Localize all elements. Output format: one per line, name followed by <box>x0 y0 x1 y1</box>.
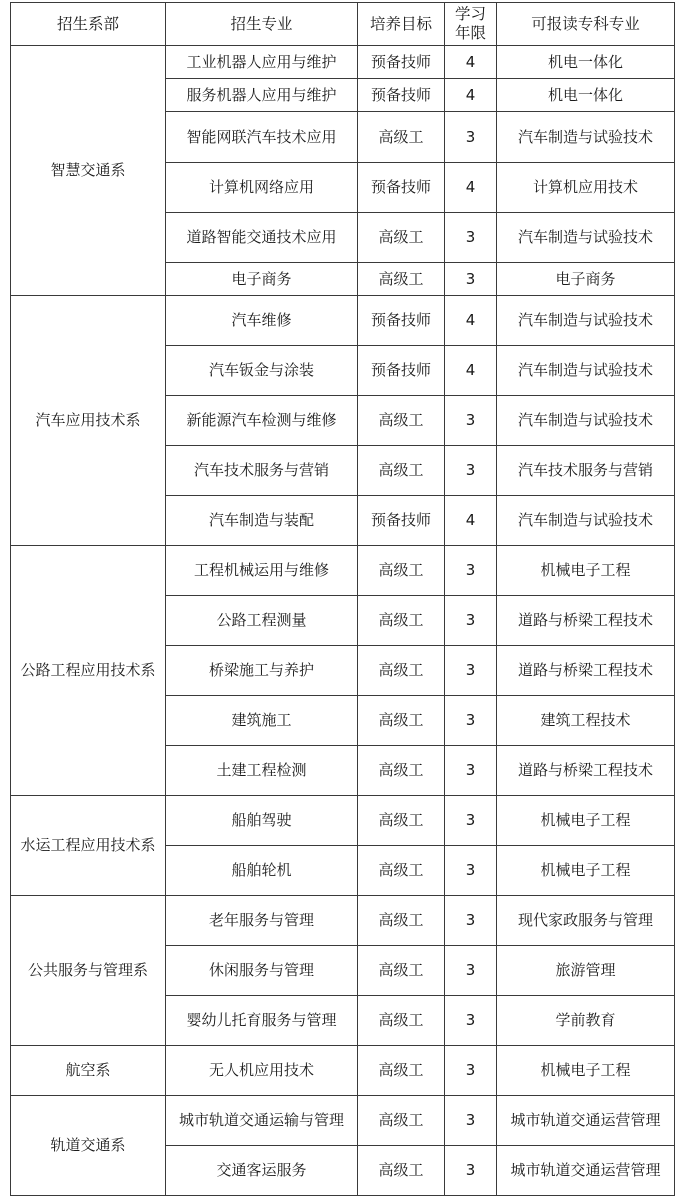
major-cell: 城市轨道交通运输与管理 <box>166 1096 358 1146</box>
college-major-cell: 现代家政服务与管理 <box>497 896 675 946</box>
years-cell: 3 <box>445 1096 497 1146</box>
years-cell: 3 <box>445 696 497 746</box>
years-cell: 4 <box>445 346 497 396</box>
header-college: 可报读专科专业 <box>497 3 675 46</box>
goal-cell: 高级工 <box>358 996 445 1046</box>
major-cell: 桥梁施工与养护 <box>166 646 358 696</box>
goal-cell: 预备技师 <box>358 296 445 346</box>
major-cell: 汽车制造与装配 <box>166 496 358 546</box>
college-major-cell: 道路与桥梁工程技术 <box>497 646 675 696</box>
college-major-cell: 机电一体化 <box>497 79 675 112</box>
goal-cell: 预备技师 <box>358 46 445 79</box>
department-cell: 水运工程应用技术系 <box>11 796 166 896</box>
college-major-cell: 汽车制造与试验技术 <box>497 346 675 396</box>
goal-cell: 高级工 <box>358 1146 445 1196</box>
college-major-cell: 电子商务 <box>497 263 675 296</box>
header-years-line1: 学习 <box>454 5 486 23</box>
years-cell: 3 <box>445 396 497 446</box>
table-row <box>11 546 675 596</box>
major-cell: 船舶驾驶 <box>166 796 358 846</box>
goal-cell: 高级工 <box>358 1046 445 1096</box>
years-cell: 3 <box>445 596 497 646</box>
college-major-cell: 机械电子工程 <box>497 546 675 596</box>
years-cell: 3 <box>445 263 497 296</box>
goal-cell: 高级工 <box>358 396 445 446</box>
header-department: 招生系部 <box>11 3 166 46</box>
goal-cell: 高级工 <box>358 1096 445 1146</box>
goal-cell: 高级工 <box>358 846 445 896</box>
major-cell: 新能源汽车检测与维修 <box>166 396 358 446</box>
college-major-cell: 道路与桥梁工程技术 <box>497 746 675 796</box>
college-major-cell: 汽车制造与试验技术 <box>497 112 675 163</box>
major-cell: 服务机器人应用与维护 <box>166 79 358 112</box>
major-cell: 道路智能交通技术应用 <box>166 213 358 263</box>
major-cell: 汽车钣金与涂装 <box>166 346 358 396</box>
college-major-cell: 汽车制造与试验技术 <box>497 213 675 263</box>
enrollment-table <box>10 2 675 1196</box>
goal-cell: 高级工 <box>358 646 445 696</box>
goal-cell: 预备技师 <box>358 346 445 396</box>
college-major-cell: 汽车制造与试验技术 <box>497 296 675 346</box>
college-major-cell: 计算机应用技术 <box>497 163 675 213</box>
years-cell: 4 <box>445 46 497 79</box>
college-major-cell: 城市轨道交通运营管理 <box>497 1096 675 1146</box>
header-major: 招生专业 <box>166 3 358 46</box>
college-major-cell: 机械电子工程 <box>497 846 675 896</box>
college-major-cell: 城市轨道交通运营管理 <box>497 1146 675 1196</box>
department-cell: 智慧交通系 <box>11 46 166 296</box>
goal-cell: 高级工 <box>358 546 445 596</box>
department-cell: 公路工程应用技术系 <box>11 546 166 796</box>
department-cell: 航空系 <box>11 1046 166 1096</box>
goal-cell: 高级工 <box>358 796 445 846</box>
years-cell: 3 <box>445 446 497 496</box>
years-cell: 3 <box>445 1046 497 1096</box>
major-cell: 婴幼儿托育服务与管理 <box>166 996 358 1046</box>
years-cell: 3 <box>445 896 497 946</box>
years-cell: 4 <box>445 296 497 346</box>
major-cell: 休闲服务与管理 <box>166 946 358 996</box>
table-row <box>11 46 675 79</box>
major-cell: 汽车维修 <box>166 296 358 346</box>
goal-cell: 高级工 <box>358 263 445 296</box>
goal-cell: 预备技师 <box>358 163 445 213</box>
college-major-cell: 机械电子工程 <box>497 1046 675 1096</box>
years-cell: 3 <box>445 746 497 796</box>
header-years-line2: 年限 <box>454 24 486 42</box>
goal-cell: 预备技师 <box>358 79 445 112</box>
table-row <box>11 896 675 946</box>
years-cell: 3 <box>445 112 497 163</box>
college-major-cell: 旅游管理 <box>497 946 675 996</box>
major-cell: 交通客运服务 <box>166 1146 358 1196</box>
goal-cell: 高级工 <box>358 596 445 646</box>
years-cell: 4 <box>445 496 497 546</box>
years-cell: 3 <box>445 546 497 596</box>
college-major-cell: 机电一体化 <box>497 46 675 79</box>
goal-cell: 高级工 <box>358 112 445 163</box>
major-cell: 工业机器人应用与维护 <box>166 46 358 79</box>
table-row <box>11 796 675 846</box>
goal-cell: 高级工 <box>358 446 445 496</box>
table-body <box>11 46 675 1196</box>
table-container <box>10 2 674 1196</box>
major-cell: 建筑施工 <box>166 696 358 746</box>
header-row <box>11 3 675 46</box>
years-cell: 3 <box>445 646 497 696</box>
major-cell: 老年服务与管理 <box>166 896 358 946</box>
college-major-cell: 汽车技术服务与营销 <box>497 446 675 496</box>
major-cell: 船舶轮机 <box>166 846 358 896</box>
goal-cell: 高级工 <box>358 896 445 946</box>
department-cell: 汽车应用技术系 <box>11 296 166 546</box>
college-major-cell: 汽车制造与试验技术 <box>497 496 675 546</box>
goal-cell: 高级工 <box>358 696 445 746</box>
goal-cell: 高级工 <box>358 213 445 263</box>
table-row <box>11 296 675 346</box>
major-cell: 汽车技术服务与营销 <box>166 446 358 496</box>
goal-cell: 高级工 <box>358 746 445 796</box>
college-major-cell: 机械电子工程 <box>497 796 675 846</box>
years-cell: 3 <box>445 796 497 846</box>
college-major-cell: 道路与桥梁工程技术 <box>497 596 675 646</box>
department-cell: 轨道交通系 <box>11 1096 166 1196</box>
major-cell: 无人机应用技术 <box>166 1046 358 1096</box>
years-cell: 3 <box>445 1146 497 1196</box>
years-cell: 3 <box>445 213 497 263</box>
years-cell: 4 <box>445 163 497 213</box>
college-major-cell: 汽车制造与试验技术 <box>497 396 675 446</box>
major-cell: 公路工程测量 <box>166 596 358 646</box>
goal-cell: 预备技师 <box>358 496 445 546</box>
header-goal: 培养目标 <box>358 3 445 46</box>
header-years <box>445 3 497 46</box>
years-cell: 3 <box>445 996 497 1046</box>
goal-cell: 高级工 <box>358 946 445 996</box>
college-major-cell: 学前教育 <box>497 996 675 1046</box>
table-row <box>11 1046 675 1096</box>
table-row <box>11 1096 675 1146</box>
years-cell: 4 <box>445 79 497 112</box>
years-cell: 3 <box>445 946 497 996</box>
major-cell: 智能网联汽车技术应用 <box>166 112 358 163</box>
years-cell: 3 <box>445 846 497 896</box>
major-cell: 土建工程检测 <box>166 746 358 796</box>
major-cell: 电子商务 <box>166 263 358 296</box>
department-cell: 公共服务与管理系 <box>11 896 166 1046</box>
college-major-cell: 建筑工程技术 <box>497 696 675 746</box>
major-cell: 工程机械运用与维修 <box>166 546 358 596</box>
major-cell: 计算机网络应用 <box>166 163 358 213</box>
